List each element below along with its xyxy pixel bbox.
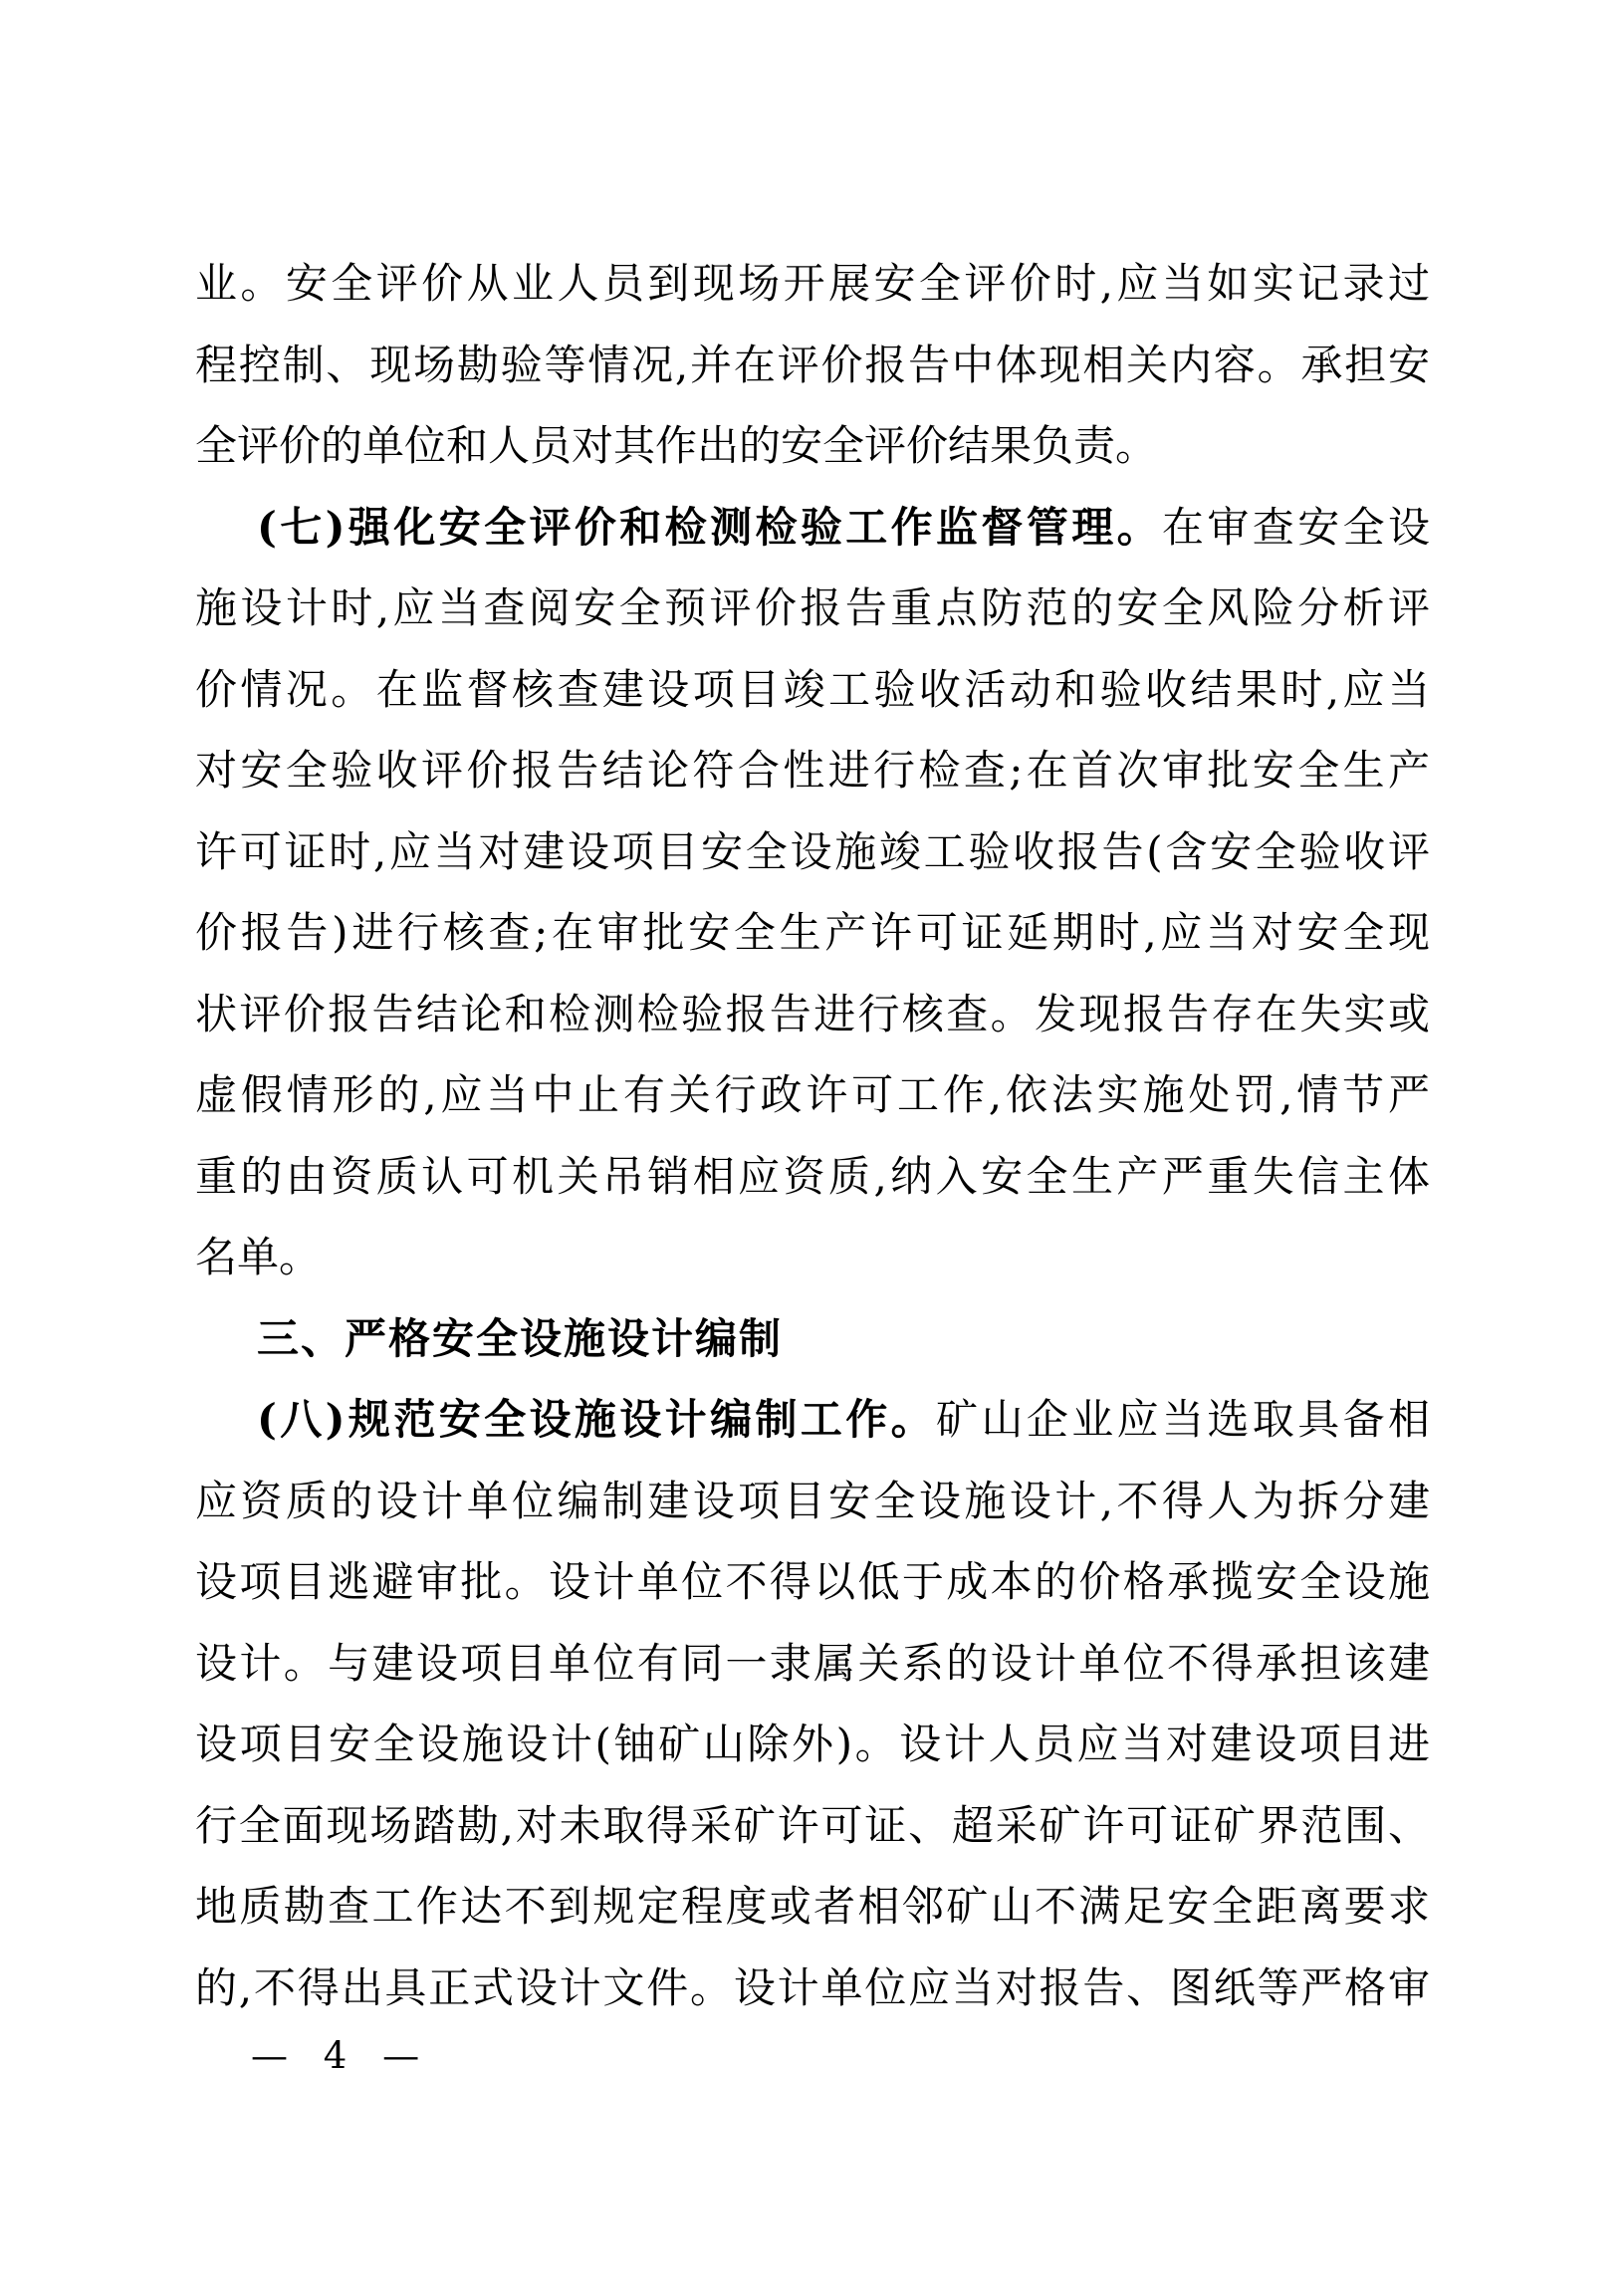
text-segment: 设计。与建设项目单位有同一隶属关系的设计单位不得承担该建 [195, 1638, 1430, 1688]
document-line [195, 405, 1430, 487]
document-line [195, 1217, 1430, 1298]
document-line [195, 1866, 1430, 1948]
document-line [195, 1541, 1430, 1623]
document-line [195, 568, 1430, 649]
text-segment: 业。安全评价从业人员到现场开展安全评价时,应当如实记录过 [195, 259, 1430, 308]
paragraph-lead: (七)强化安全评价和检测检验工作监督管理。 [257, 502, 1163, 552]
text-segment: 价情况。在监督核查建设项目竣工验收活动和验收结果时,应当 [195, 664, 1430, 714]
document-line [195, 1054, 1430, 1136]
text-segment: 设项目逃避审批。设计单位不得以低于成本的价格承揽安全设施 [195, 1557, 1430, 1606]
text-segment: 行全面现场踏勘,对未取得采矿许可证、超采矿许可证矿界范围、 [195, 1800, 1430, 1850]
document-line [195, 649, 1430, 731]
text-segment: 名单。 [195, 1233, 322, 1281]
document-body [195, 243, 1430, 2028]
text-segment: 虚假情形的,应当中止有关行政许可工作,依法实施处罚,情节严 [195, 1070, 1430, 1119]
document-line [195, 1379, 1430, 1461]
document-line [195, 1623, 1430, 1705]
text-segment: 地质勘查工作达不到规定程度或者相邻矿山不满足安全距离要求 [195, 1882, 1430, 1931]
section-heading: 三、严格安全设施设计编制 [257, 1313, 784, 1363]
text-segment: 状评价报告结论和检测检验报告进行核查。发现报告存在失实或 [195, 989, 1430, 1038]
document-line [195, 811, 1430, 893]
document-line [195, 325, 1430, 406]
document-line [195, 1785, 1430, 1867]
page-number: — 4 — [251, 2034, 432, 2077]
text-segment: 设项目安全设施设计(铀矿山除外)。设计人员应当对建设项目进 [195, 1720, 1430, 1768]
paragraph-lead: (八)规范安全设施设计编制工作。 [257, 1395, 937, 1444]
document-line [195, 243, 1430, 325]
text-segment: 的,不得出具正式设计文件。设计单位应当对报告、图纸等严格审 [195, 1962, 1430, 2012]
document-line [195, 730, 1430, 811]
document-line [195, 892, 1430, 974]
text-segment: 全评价的单位和人员对其作出的安全评价结果负责。 [195, 421, 1158, 470]
text-segment: 在审查安全设 [1162, 502, 1430, 552]
document-line [195, 1298, 1430, 1380]
document-line [195, 1136, 1430, 1218]
document-line [195, 974, 1430, 1055]
text-segment: 价报告)进行核查;在审批安全生产许可证延期时,应当对安全现 [195, 908, 1430, 957]
text-segment: 对安全验收评价报告结论符合性进行检查;在首次审批安全生产 [195, 746, 1430, 795]
text-segment: 许可证时,应当对建设项目安全设施竣工验收报告(含安全验收评 [195, 826, 1430, 876]
document-line [195, 1948, 1430, 2029]
text-segment: 矿山企业应当选取具备相 [936, 1395, 1430, 1444]
document-line [195, 1704, 1430, 1785]
document-line [195, 487, 1430, 569]
text-segment: 程控制、现场勘验等情况,并在评价报告中体现相关内容。承担安 [195, 340, 1430, 389]
document-line [195, 1461, 1430, 1542]
text-segment: 应资质的设计单位编制建设项目安全设施设计,不得人为拆分建 [195, 1476, 1430, 1525]
text-segment: 施设计时,应当查阅安全预评价报告重点防范的安全风险分析评 [195, 583, 1430, 632]
text-segment: 重的由资质认可机关吊销相应资质,纳入安全生产严重失信主体 [195, 1151, 1430, 1201]
